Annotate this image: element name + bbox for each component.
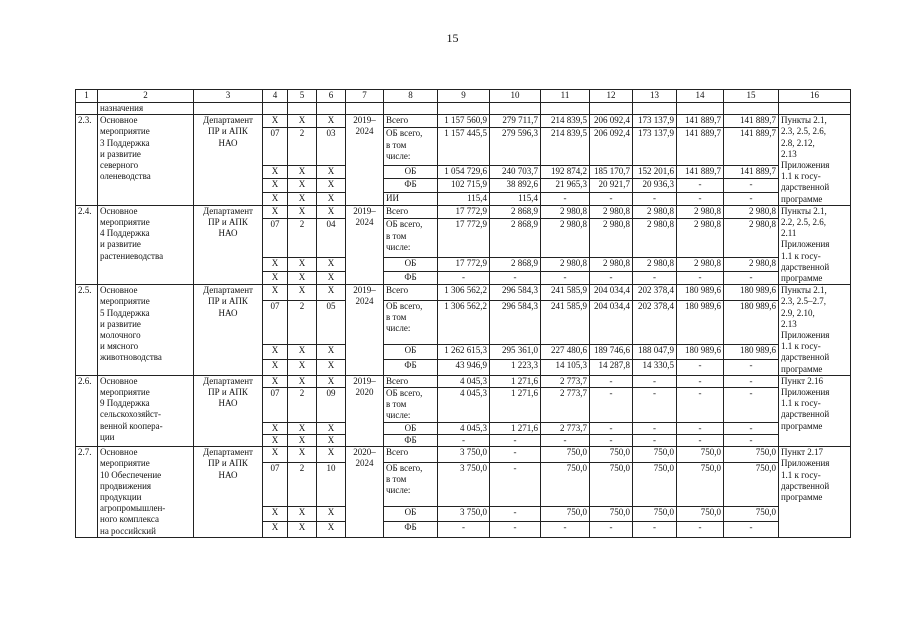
table-row <box>76 285 851 301</box>
code-5: 2 <box>288 128 317 166</box>
code-5: 2 <box>288 388 317 423</box>
value-cell: - <box>724 375 779 387</box>
code-4: Х <box>263 166 288 179</box>
continuation-row <box>76 103 851 115</box>
value-cell: 4 045,3 <box>438 388 490 423</box>
code-4: Х <box>263 375 288 387</box>
value-cell: 750,0 <box>633 462 677 506</box>
item-number: 2.6. <box>76 375 98 446</box>
funding-source: Всего <box>384 375 438 387</box>
code-4: 07 <box>263 300 288 344</box>
code-4: Х <box>263 115 288 128</box>
value-cell: 2 868,9 <box>490 205 541 219</box>
code-5: Х <box>288 447 317 463</box>
empty-cell <box>633 103 677 115</box>
code-6: 10 <box>317 462 346 506</box>
item-number: 2.7. <box>76 447 98 538</box>
column-header: 9 <box>438 90 490 103</box>
value-cell: 750,0 <box>590 462 633 506</box>
table-row <box>76 115 851 128</box>
column-header: 2 <box>98 90 194 103</box>
code-5: Х <box>288 166 317 179</box>
value-cell: 202 378,4 <box>633 300 677 344</box>
value-cell: 2 868,9 <box>490 258 541 272</box>
funding-source: ФБ <box>384 522 438 538</box>
code-6: Х <box>317 285 346 301</box>
code-5: Х <box>288 344 317 360</box>
responsible-dept: Департамент ПР и АПК НАО <box>194 285 263 376</box>
code-4: Х <box>263 360 288 376</box>
code-5: Х <box>288 522 317 538</box>
empty-cell <box>384 103 438 115</box>
value-cell: 750,0 <box>677 462 724 506</box>
value-cell: - <box>677 422 724 434</box>
value-cell: - <box>677 271 724 285</box>
column-header: 14 <box>677 90 724 103</box>
code-5: Х <box>288 506 317 522</box>
code-4: 07 <box>263 388 288 423</box>
value-cell: 206 092,4 <box>590 115 633 128</box>
value-cell: 20 936,3 <box>633 179 677 192</box>
measure-name: Основное мероприятие 10 Обеспечение продвижения продукции агропромышлен- ного комплекса на российский <box>98 447 194 538</box>
funding-source: ОБ <box>384 258 438 272</box>
code-5: Х <box>288 285 317 301</box>
code-4: Х <box>263 344 288 360</box>
value-cell: - <box>677 375 724 387</box>
value-cell: 750,0 <box>541 462 590 506</box>
funding-source: ОБ <box>384 166 438 179</box>
value-cell: 750,0 <box>633 506 677 522</box>
value-cell: - <box>633 522 677 538</box>
value-cell: 2 868,9 <box>490 219 541 258</box>
column-header: 3 <box>194 90 263 103</box>
value-cell: 1 054 729,6 <box>438 166 490 179</box>
value-cell: 180 989,6 <box>724 344 779 360</box>
code-6: Х <box>317 375 346 387</box>
value-cell: - <box>633 388 677 423</box>
code-5: Х <box>288 360 317 376</box>
value-cell: 295 361,0 <box>490 344 541 360</box>
value-cell: - <box>724 271 779 285</box>
funding-source: ИИ <box>384 192 438 205</box>
column-header: 7 <box>346 90 384 103</box>
value-cell: - <box>438 271 490 285</box>
empty-cell <box>194 103 263 115</box>
item-number: 2.4. <box>76 205 98 284</box>
value-cell: 21 965,3 <box>541 179 590 192</box>
value-cell: 188 047,9 <box>633 344 677 360</box>
empty-cell <box>677 103 724 115</box>
header-row <box>76 90 851 103</box>
code-5: Х <box>288 422 317 434</box>
code-6: Х <box>317 166 346 179</box>
value-cell: - <box>590 192 633 205</box>
empty-cell <box>590 103 633 115</box>
value-cell: 750,0 <box>590 447 633 463</box>
code-6: Х <box>317 447 346 463</box>
code-4: Х <box>263 205 288 219</box>
value-cell: - <box>724 179 779 192</box>
value-cell: 115,4 <box>490 192 541 205</box>
responsible-dept: Департамент ПР и АПК НАО <box>194 447 263 538</box>
value-cell: 227 480,6 <box>541 344 590 360</box>
column-header: 15 <box>724 90 779 103</box>
column-header: 6 <box>317 90 346 103</box>
code-5: Х <box>288 434 317 446</box>
code-6: Х <box>317 258 346 272</box>
code-5: 2 <box>288 300 317 344</box>
value-cell: 1 271,6 <box>490 375 541 387</box>
measure-name: Основное мероприятие 4 Поддержка и развитие растениеводства <box>98 205 194 284</box>
funding-source: ОБ <box>384 506 438 522</box>
value-cell: 141 889,7 <box>724 115 779 128</box>
value-cell: 241 585,9 <box>541 285 590 301</box>
code-6: Х <box>317 360 346 376</box>
funding-source: ОБ всего, в том числе: <box>384 128 438 166</box>
value-cell: 2 980,8 <box>677 258 724 272</box>
value-cell: - <box>590 271 633 285</box>
value-cell: 296 584,3 <box>490 300 541 344</box>
value-cell: 750,0 <box>677 506 724 522</box>
period-years: 2019– 2024 <box>346 205 384 284</box>
code-5: 2 <box>288 462 317 506</box>
value-cell: 240 703,7 <box>490 166 541 179</box>
value-cell: 2 980,8 <box>541 205 590 219</box>
code-5: Х <box>288 375 317 387</box>
value-cell: 141 889,7 <box>724 166 779 179</box>
empty-cell <box>779 103 851 115</box>
value-cell: 180 989,6 <box>677 344 724 360</box>
empty-cell <box>541 103 590 115</box>
value-cell: 189 746,6 <box>590 344 633 360</box>
value-cell: 2 980,8 <box>677 219 724 258</box>
code-4: 07 <box>263 128 288 166</box>
funding-source: ОБ <box>384 422 438 434</box>
column-header: 8 <box>384 90 438 103</box>
value-cell: - <box>490 271 541 285</box>
value-cell: 214 839,5 <box>541 115 590 128</box>
value-cell: 1 271,6 <box>490 422 541 434</box>
code-6: 03 <box>317 128 346 166</box>
value-cell: 4 045,3 <box>438 375 490 387</box>
value-cell: 2 980,8 <box>633 205 677 219</box>
measure-name: Основное мероприятие 3 Поддержка и развитие северного оленеводства <box>98 115 194 206</box>
value-cell: 3 750,0 <box>438 462 490 506</box>
value-cell: - <box>633 375 677 387</box>
value-cell: - <box>677 522 724 538</box>
value-cell: - <box>724 522 779 538</box>
value-cell: 180 989,6 <box>724 300 779 344</box>
value-cell: 750,0 <box>633 447 677 463</box>
value-cell: 115,4 <box>438 192 490 205</box>
value-cell: - <box>724 422 779 434</box>
value-cell: 185 170,7 <box>590 166 633 179</box>
value-cell: 750,0 <box>541 447 590 463</box>
value-cell: 2 980,8 <box>633 219 677 258</box>
note-cell: Пункт 2.16 Приложения 1.1 к госу- дарственной программе <box>779 375 851 446</box>
value-cell: 141 889,7 <box>677 166 724 179</box>
value-cell: 750,0 <box>724 447 779 463</box>
code-4: Х <box>263 506 288 522</box>
funding-source: Всего <box>384 115 438 128</box>
column-header: 11 <box>541 90 590 103</box>
value-cell: 750,0 <box>590 506 633 522</box>
value-cell: 2 980,8 <box>590 205 633 219</box>
value-cell: - <box>633 192 677 205</box>
column-header: 4 <box>263 90 288 103</box>
funding-source: ОБ всего, в том числе: <box>384 462 438 506</box>
value-cell: - <box>724 192 779 205</box>
value-cell: 204 034,4 <box>590 300 633 344</box>
code-4: Х <box>263 422 288 434</box>
value-cell: - <box>677 179 724 192</box>
funding-source: ФБ <box>384 434 438 446</box>
value-cell: 17 772,9 <box>438 258 490 272</box>
column-header: 5 <box>288 90 317 103</box>
measure-name: Основное мероприятие 9 Поддержка сельскохозяйст- венной коопера- ции <box>98 375 194 446</box>
value-cell: - <box>490 522 541 538</box>
value-cell: - <box>490 447 541 463</box>
value-cell: 2 980,8 <box>541 219 590 258</box>
code-6: 04 <box>317 219 346 258</box>
value-cell: 241 585,9 <box>541 300 590 344</box>
code-4: 07 <box>263 219 288 258</box>
value-cell: - <box>677 434 724 446</box>
table-row <box>76 205 851 219</box>
measure-name-cont: назначения <box>98 103 194 115</box>
value-cell: 2 980,8 <box>724 219 779 258</box>
value-cell: 180 989,6 <box>677 285 724 301</box>
value-cell: 214 839,5 <box>541 128 590 166</box>
code-5: Х <box>288 192 317 205</box>
code-4: Х <box>263 271 288 285</box>
value-cell: 14 105,3 <box>541 360 590 376</box>
value-cell: 17 772,9 <box>438 205 490 219</box>
code-4: Х <box>263 285 288 301</box>
code-6: Х <box>317 115 346 128</box>
value-cell: 2 773,7 <box>541 388 590 423</box>
period-years: 2019– 2024 <box>346 115 384 206</box>
value-cell: 2 980,8 <box>541 258 590 272</box>
code-4: Х <box>263 192 288 205</box>
cell-num <box>76 103 98 115</box>
period-years: 2019– 2020 <box>346 375 384 446</box>
value-cell: - <box>677 388 724 423</box>
value-cell: 2 980,8 <box>633 258 677 272</box>
code-4: Х <box>263 447 288 463</box>
value-cell: 20 921,7 <box>590 179 633 192</box>
value-cell: 750,0 <box>541 506 590 522</box>
value-cell: 1 271,6 <box>490 388 541 423</box>
responsible-dept: Департамент ПР и АПК НАО <box>194 375 263 446</box>
funding-source: Всего <box>384 205 438 219</box>
empty-cell <box>438 103 490 115</box>
value-cell: 1 223,3 <box>490 360 541 376</box>
value-cell: - <box>490 462 541 506</box>
value-cell: 38 892,6 <box>490 179 541 192</box>
value-cell: 296 584,3 <box>490 285 541 301</box>
funding-source: ФБ <box>384 179 438 192</box>
funding-source: ОБ всего, в том числе: <box>384 219 438 258</box>
value-cell: 1 306 562,2 <box>438 300 490 344</box>
period-years: 2020– 2024 <box>346 447 384 538</box>
code-6: 05 <box>317 300 346 344</box>
value-cell: - <box>633 422 677 434</box>
value-cell: - <box>438 522 490 538</box>
value-cell: 750,0 <box>724 462 779 506</box>
value-cell: 1 306 562,2 <box>438 285 490 301</box>
value-cell: - <box>633 434 677 446</box>
value-cell: - <box>438 434 490 446</box>
value-cell: - <box>590 375 633 387</box>
empty-cell <box>724 103 779 115</box>
value-cell: 14 287,8 <box>590 360 633 376</box>
value-cell: 1 157 445,5 <box>438 128 490 166</box>
value-cell: 2 773,7 <box>541 375 590 387</box>
value-cell: 2 980,8 <box>590 219 633 258</box>
value-cell: - <box>590 522 633 538</box>
measure-name: Основное мероприятие 5 Поддержка и развитие молочного и мясного животноводства <box>98 285 194 376</box>
funding-source: ФБ <box>384 360 438 376</box>
value-cell: 102 715,9 <box>438 179 490 192</box>
value-cell: - <box>490 506 541 522</box>
program-funding-table <box>75 89 851 538</box>
code-6: Х <box>317 434 346 446</box>
code-5: Х <box>288 115 317 128</box>
value-cell: - <box>590 434 633 446</box>
value-cell: 1 262 615,3 <box>438 344 490 360</box>
value-cell: - <box>633 271 677 285</box>
empty-cell <box>263 103 288 115</box>
empty-cell <box>317 103 346 115</box>
value-cell: - <box>490 434 541 446</box>
value-cell: - <box>677 360 724 376</box>
funding-source: Всего <box>384 447 438 463</box>
value-cell: - <box>541 192 590 205</box>
value-cell: - <box>590 388 633 423</box>
value-cell: 173 137,9 <box>633 115 677 128</box>
code-6: Х <box>317 205 346 219</box>
note-cell: Пункт 2.17 Приложения 1.1 к госу- дарственной программе <box>779 447 851 538</box>
code-5: 2 <box>288 219 317 258</box>
value-cell: 180 989,6 <box>677 300 724 344</box>
value-cell: 202 378,4 <box>633 285 677 301</box>
period-years: 2019– 2024 <box>346 285 384 376</box>
value-cell: - <box>541 434 590 446</box>
column-header: 1 <box>76 90 98 103</box>
code-5: Х <box>288 271 317 285</box>
code-6: Х <box>317 522 346 538</box>
column-header: 13 <box>633 90 677 103</box>
value-cell: 750,0 <box>724 506 779 522</box>
value-cell: 204 034,4 <box>590 285 633 301</box>
code-5: Х <box>288 258 317 272</box>
code-4: 07 <box>263 462 288 506</box>
value-cell: 173 137,9 <box>633 128 677 166</box>
empty-cell <box>346 103 384 115</box>
value-cell: 152 201,6 <box>633 166 677 179</box>
value-cell: 2 980,8 <box>724 205 779 219</box>
table-row <box>76 375 851 387</box>
value-cell: 206 092,4 <box>590 128 633 166</box>
code-6: Х <box>317 506 346 522</box>
value-cell: - <box>724 434 779 446</box>
code-6: Х <box>317 192 346 205</box>
value-cell: - <box>541 522 590 538</box>
funding-source: ОБ всего, в том числе: <box>384 388 438 423</box>
code-6: Х <box>317 271 346 285</box>
funding-source: ОБ <box>384 344 438 360</box>
note-cell: Пункты 2.1, 2.2, 2.5, 2.6, 2.11 Приложения 1.1 к госу- дарственной программе <box>779 205 851 284</box>
code-5: Х <box>288 179 317 192</box>
value-cell: - <box>724 388 779 423</box>
value-cell: 43 946,9 <box>438 360 490 376</box>
value-cell: 14 330,5 <box>633 360 677 376</box>
column-header: 10 <box>490 90 541 103</box>
empty-cell <box>288 103 317 115</box>
value-cell: 3 750,0 <box>438 447 490 463</box>
code-6: 09 <box>317 388 346 423</box>
empty-cell <box>490 103 541 115</box>
note-cell: Пункты 2.1, 2.3, 2.5–2.7, 2.9, 2.10, 2.13 Приложения 1.1 к госу- дарственной программе <box>779 285 851 376</box>
column-header: 16 <box>779 90 851 103</box>
code-6: Х <box>317 344 346 360</box>
code-4: Х <box>263 258 288 272</box>
item-number: 2.3. <box>76 115 98 206</box>
responsible-dept: Департамент ПР и АПК НАО <box>194 205 263 284</box>
code-5: Х <box>288 205 317 219</box>
code-4: Х <box>263 522 288 538</box>
value-cell: - <box>724 360 779 376</box>
value-cell: 3 750,0 <box>438 506 490 522</box>
page-number: 15 <box>446 31 459 45</box>
value-cell: 279 711,7 <box>490 115 541 128</box>
value-cell: - <box>541 271 590 285</box>
code-4: Х <box>263 434 288 446</box>
value-cell: 17 772,9 <box>438 219 490 258</box>
value-cell: 2 980,8 <box>677 205 724 219</box>
value-cell: 2 980,8 <box>590 258 633 272</box>
code-6: Х <box>317 422 346 434</box>
value-cell: 2 773,7 <box>541 422 590 434</box>
value-cell: 1 157 560,9 <box>438 115 490 128</box>
code-6: Х <box>317 179 346 192</box>
value-cell: 141 889,7 <box>677 128 724 166</box>
code-4: Х <box>263 179 288 192</box>
value-cell: 141 889,7 <box>677 115 724 128</box>
column-header: 12 <box>590 90 633 103</box>
responsible-dept: Департамент ПР и АПК НАО <box>194 115 263 206</box>
value-cell: 750,0 <box>677 447 724 463</box>
funding-source: Всего <box>384 285 438 301</box>
note-cell: Пункты 2.1, 2.3, 2.5, 2.6, 2.8, 2.12, 2.13 Приложения 1.1 к госу- дарственной программе <box>779 115 851 206</box>
item-number: 2.5. <box>76 285 98 376</box>
value-cell: 4 045,3 <box>438 422 490 434</box>
funding-source: ФБ <box>384 271 438 285</box>
value-cell: - <box>677 192 724 205</box>
value-cell: 279 596,3 <box>490 128 541 166</box>
value-cell: - <box>590 422 633 434</box>
table-row <box>76 447 851 463</box>
value-cell: 2 980,8 <box>724 258 779 272</box>
value-cell: 141 889,7 <box>724 128 779 166</box>
value-cell: 180 989,6 <box>724 285 779 301</box>
funding-source: ОБ всего, в том числе: <box>384 300 438 344</box>
value-cell: 192 874,2 <box>541 166 590 179</box>
